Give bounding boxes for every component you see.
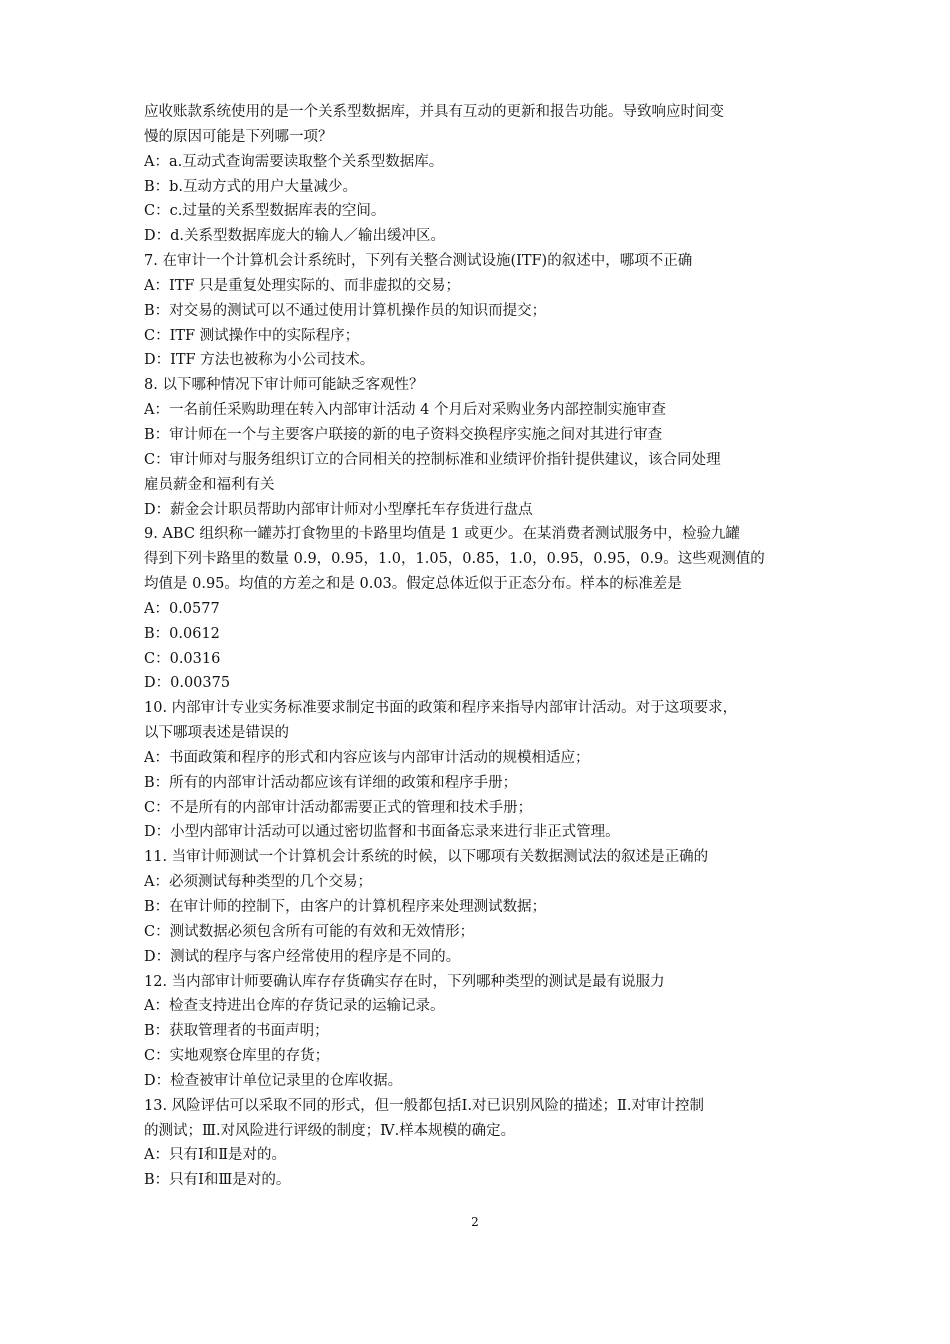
text-line: C：实地观察仓库里的存货；	[144, 1048, 330, 1065]
text-line: B：获取管理者的书面声明；	[144, 1023, 329, 1040]
page-body	[144, 100, 816, 1193]
text-line: D：0.00375	[144, 675, 231, 692]
text-line: A：只有Ⅰ和Ⅱ是对的。	[144, 1147, 287, 1164]
text-line: 雇员薪金和福利有关	[144, 476, 275, 493]
text-line: 以下哪项表述是错误的	[144, 725, 289, 742]
text-line: C：测试数据必须包含所有可能的有效和无效情形；	[144, 923, 475, 940]
text-line: A：检查支持进出仓库的存货记录的运输记录。	[144, 998, 445, 1015]
text-line: 12. 当内部审计师要确认库存存货确实存在时，下列哪种类型的测试是最有说服力	[144, 973, 665, 990]
text-line: A：必须测试每种类型的几个交易；	[144, 874, 372, 891]
text-line: 的测试；Ⅲ.对风险进行评级的制度；Ⅳ.样本规模的确定。	[144, 1122, 516, 1139]
text-line: C：不是所有的内部审计活动都需要正式的管理和技术手册；	[144, 799, 533, 816]
text-line: 11. 当审计师测试一个计算机会计系统的时候，以下哪项有关数据测试法的叙述是正确的	[144, 849, 709, 866]
text-line: C：审计师对与服务组织订立的合同相关的控制标准和业绩评价指针提供建议，该合同处理	[144, 451, 721, 468]
text-line: C：0.0316	[144, 650, 221, 667]
text-line: A：a.互动式查询需要读取整个关系型数据库。	[144, 153, 444, 170]
text-line: 13. 风险评估可以采取不同的形式，但一般都包括Ⅰ.对已识别风险的描述；Ⅱ.对审计控制	[144, 1097, 704, 1114]
text-line: A：0.0577	[144, 600, 220, 617]
text-line: 7. 在审计一个计算机会计系统时，下列有关整合测试设施(ITF)的叙述中，哪项不正确	[144, 253, 693, 270]
text-line: A：一名前任采购助理在转入内部审计活动 4 个月后对采购业务内部控制实施审查	[144, 402, 666, 419]
text-line: 应收账款系统使用的是一个关系型数据库，并具有互动的更新和报告功能。导致响应时间变	[144, 104, 724, 120]
text-line: D：小型内部审计活动可以通过密切监督和书面备忘录来进行非正式管理。	[144, 824, 620, 841]
text-line: C：ITF 测试操作中的实际程序；	[144, 327, 360, 344]
text-line: 均值是 0.95。均值的方差之和是 0.03。假定总体近似于正态分布。样本的标准差是	[144, 576, 682, 593]
text-line: B：对交易的测试可以不通过使用计算机操作员的知识而提交；	[144, 302, 547, 319]
text-line: 8. 以下哪种情况下审计师可能缺乏客观性？	[144, 377, 424, 394]
text-line: 慢的原因可能是下列哪一项？	[144, 128, 333, 145]
text-line: B：审计师在一个与主要客户联接的新的电子资料交换程序实施之间对其进行审查	[144, 426, 663, 443]
page-number: 2	[471, 1215, 479, 1229]
text-line: C：c.过量的关系型数据库表的空间。	[144, 203, 386, 220]
text-line: D：检查被审计单位记录里的仓库收据。	[144, 1072, 403, 1089]
text-line: B：0.0612	[144, 625, 220, 642]
text-line: D：薪金会计职员帮助内部审计师对小型摩托车存货进行盘点	[144, 501, 533, 518]
text-line: 10. 内部审计专业实务标准要求制定书面的政策和程序来指导内部审计活动。对于这项要求，	[144, 700, 738, 717]
text-line: B：只有Ⅰ和Ⅲ是对的。	[144, 1172, 291, 1189]
text-line: D：ITF 方法也被称为小公司技术。	[144, 352, 375, 369]
text-line: A：ITF 只是重复处理实际的、而非虚拟的交易；	[144, 277, 461, 294]
text-line: A：书面政策和程序的形式和内容应该与内部审计活动的规模相适应；	[144, 749, 590, 766]
text-line: 得到下列卡路里的数量 0.9，0.95，1.0，1.05，0.85，1.0，0.95，0.95，0.9。这些观测值的	[144, 551, 765, 568]
text-line: B：b.互动方式的用户大量减少。	[144, 178, 358, 195]
text-line: B：所有的内部审计活动都应该有详细的政策和程序手册；	[144, 774, 518, 791]
text-line: D：d.关系型数据库庞大的输人／输出缓冲区。	[144, 228, 446, 245]
text-line: B：在审计师的控制下，由客户的计算机程序来处理测试数据；	[144, 899, 547, 915]
text-line: D：测试的程序与客户经常使用的程序是不同的。	[144, 948, 461, 965]
text-line: 9. ABC 组织称一罐苏打食物里的卡路里均值是 1 或更少。在某消费者测试服务中，检验九罐	[144, 526, 740, 543]
